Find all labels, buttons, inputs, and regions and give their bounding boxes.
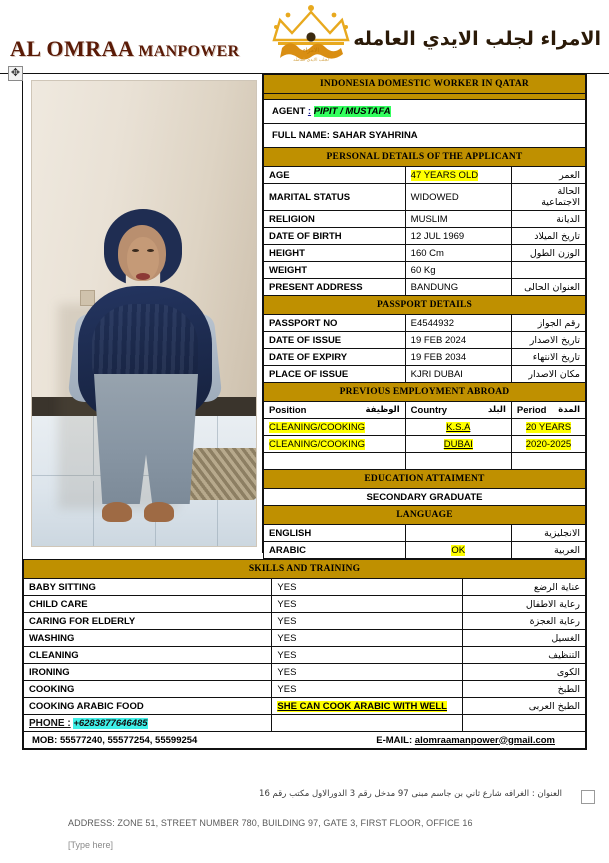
agent-row	[264, 100, 586, 124]
skill-arabic: عناية الرضع	[463, 579, 586, 596]
table-row	[264, 211, 586, 228]
row-arabic: الوزن الطول	[511, 245, 585, 262]
svg-text:الامراء: الامراء	[302, 47, 320, 54]
rule-right	[22, 73, 609, 74]
row-arabic: تاريخ الميلاد	[511, 228, 585, 245]
full-name: FULL NAME: SAHAR SYAHRINA	[264, 124, 586, 148]
row-value: MUSLIM	[405, 211, 511, 228]
table-row	[264, 542, 586, 559]
row-arabic: الحالة الاجتماعية	[511, 184, 585, 211]
table-row	[264, 525, 586, 542]
skill-value: YES	[272, 681, 463, 698]
row-value: WIDOWED	[405, 184, 511, 211]
cv-frame	[22, 74, 587, 750]
table-row	[264, 489, 586, 506]
row-label: PRESENT ADDRESS	[264, 279, 406, 296]
col-position: Position الوظيفة	[264, 402, 406, 419]
skill-arabic: رعاية الاطفال	[463, 596, 586, 613]
email-address[interactable]: alomraamanpower@gmail.com	[414, 734, 555, 746]
svg-text:لجلب الايدي العامله: لجلب الايدي العامله	[293, 58, 329, 63]
emp-period: 2020-2025	[511, 436, 585, 453]
col-period: Period المدة	[511, 402, 585, 419]
full-name-row	[264, 124, 586, 148]
table-row	[264, 279, 586, 296]
row-label: PASSPORT NO	[264, 315, 406, 332]
phone-cell	[24, 715, 272, 732]
education-value: SECONDARY GRADUATE	[264, 489, 586, 506]
skills-heading: SKILLS AND TRAINING	[24, 560, 586, 579]
skill-label: CLEANING	[24, 647, 272, 664]
row-label: DATE OF ISSUE	[264, 332, 406, 349]
row-value: 19 FEB 2034	[405, 349, 511, 366]
emp-position: CLEANING/COOKING	[264, 419, 406, 436]
applicant-photo-cell	[23, 74, 263, 553]
mobile-numbers: MOB: 55577240, 55577254, 55599254	[32, 734, 198, 746]
type-here-placeholder[interactable]: [Type here]	[68, 840, 114, 850]
row-label: HEIGHT	[264, 245, 406, 262]
skill-label: WASHING	[24, 630, 272, 647]
table-row	[24, 613, 586, 630]
table-row	[264, 349, 586, 366]
skill-arabic: الطبخ العربى	[463, 698, 586, 715]
row-label: PLACE OF ISSUE	[264, 366, 406, 383]
contact-row	[24, 732, 586, 749]
phone-value: +6283877646485	[73, 717, 148, 729]
skill-label: COOKING	[24, 681, 272, 698]
skill-value: YES	[272, 613, 463, 630]
row-arabic: العربية	[511, 542, 585, 559]
row-value: OK	[405, 542, 511, 559]
footer-address-arabic: العنوان : الغرافه شارع ثاني بن جاسم مبنى 97 مدخل رقم 3 الدورالاول مكتب رقم 16	[259, 789, 562, 799]
row-value: E4544932	[405, 315, 511, 332]
agent-colon: :	[307, 106, 312, 117]
footer-address-english: ADDRESS: ZONE 51, STREET NUMBER 780, BUILDING 97, GATE 3, FIRST FLOOR, OFFICE 16	[68, 818, 473, 828]
agent-label: AGENT	[272, 106, 306, 117]
email-block	[376, 735, 555, 746]
skill-label: CHILD CARE	[24, 596, 272, 613]
phone-blank-2	[463, 715, 586, 732]
company-name-arabic: الامراء لجلب الايدي العامله	[353, 28, 601, 50]
skill-label: BABY SITTING	[24, 579, 272, 596]
skill-value: SHE CAN COOK ARABIC WITH WELL	[272, 698, 463, 715]
skill-arabic: الكوى	[463, 664, 586, 681]
email-label: E-MAIL:	[376, 734, 413, 746]
passport-details-heading: PASSPORT DETAILS	[264, 296, 586, 315]
row-value: KJRI DUBAI	[405, 366, 511, 383]
row-value: 19 FEB 2024	[405, 332, 511, 349]
row-label: RELIGION	[264, 211, 406, 228]
table-row	[24, 647, 586, 664]
row-arabic: تاريخ الاصدار	[511, 332, 585, 349]
education-heading: EDUCATION ATTAIMENT	[264, 470, 586, 489]
applicant-photo	[31, 80, 257, 547]
row-value: 60 Kg	[405, 262, 511, 279]
row-arabic: العنوان الحالى	[511, 279, 585, 296]
emp-country: DUBAI	[405, 436, 511, 453]
row-arabic: تاريخ الانتهاء	[511, 349, 585, 366]
table-row	[24, 579, 586, 596]
table-move-handle-icon[interactable]: ✥	[8, 66, 23, 81]
company-name-english	[10, 36, 239, 62]
agent-cell	[264, 100, 586, 124]
emp-period: 20 YEARS	[511, 419, 585, 436]
row-arabic	[511, 262, 585, 279]
skill-value: YES	[272, 579, 463, 596]
table-resize-handle-icon[interactable]	[581, 790, 595, 804]
brand-main: AL OMRAA	[10, 36, 135, 61]
table-row	[264, 332, 586, 349]
skill-value: YES	[272, 647, 463, 664]
skill-arabic: رعاية العجزة	[463, 613, 586, 630]
row-arabic: رقم الجواز	[511, 315, 585, 332]
title-banner: INDONESIA DOMESTIC WORKER IN QATAR	[264, 75, 586, 94]
agent-value: PIPIT / MUSTAFA	[313, 106, 391, 117]
personal-details-heading: PERSONAL DETAILS OF THE APPLICANT	[264, 148, 586, 167]
skill-value: YES	[272, 630, 463, 647]
skill-label: CARING FOR ELDERLY	[24, 613, 272, 630]
skills-table	[23, 559, 586, 749]
row-label: WEIGHT	[264, 262, 406, 279]
table-row	[24, 630, 586, 647]
row-value: 160 Cm	[405, 245, 511, 262]
table-row	[264, 436, 586, 453]
table-row	[264, 245, 586, 262]
skill-label: IRONING	[24, 664, 272, 681]
skill-arabic: التنظيف	[463, 647, 586, 664]
employment-heading: PREVIOUS EMPLOYMENT ABROAD	[264, 383, 586, 402]
table-row	[264, 453, 586, 470]
row-label: MARITAL STATUS	[264, 184, 406, 211]
row-label: DATE OF BIRTH	[264, 228, 406, 245]
details-table	[263, 74, 586, 559]
row-label: ENGLISH	[264, 525, 406, 542]
language-heading: LANGUAGE	[264, 506, 586, 525]
details-column	[263, 74, 586, 559]
skill-value: YES	[272, 596, 463, 613]
table-row	[264, 315, 586, 332]
row-label: AGE	[264, 167, 406, 184]
emp-country: K.S.A	[405, 419, 511, 436]
table-row	[264, 262, 586, 279]
row-arabic: مكان الاصدار	[511, 366, 585, 383]
skill-arabic: الغسيل	[463, 630, 586, 647]
row-arabic: الانجليزية	[511, 525, 585, 542]
emp-period	[511, 453, 585, 470]
phone-row	[24, 715, 586, 732]
phone-blank-1	[272, 715, 463, 732]
table-row	[24, 698, 586, 715]
phone-label: PHONE :	[29, 717, 71, 729]
table-row	[24, 664, 586, 681]
row-value	[405, 525, 511, 542]
table-row	[264, 228, 586, 245]
table-row	[264, 184, 586, 211]
contact-cell	[24, 732, 586, 749]
row-value: 47 YEARS OLD	[405, 167, 511, 184]
emp-position	[264, 453, 406, 470]
col-country: Country البلد	[405, 402, 511, 419]
letterhead	[0, 0, 609, 70]
emp-country	[405, 453, 511, 470]
table-row	[264, 419, 586, 436]
row-arabic: العمر	[511, 167, 585, 184]
row-label: DATE OF EXPIRY	[264, 349, 406, 366]
row-value: 12 JUL 1969	[405, 228, 511, 245]
row-label: ARABIC	[264, 542, 406, 559]
employment-column-headers	[264, 402, 586, 419]
skill-arabic: الطبخ	[463, 681, 586, 698]
skill-value: YES	[272, 664, 463, 681]
row-value: BANDUNG	[405, 279, 511, 296]
table-row	[264, 167, 586, 184]
brand-sub: MANPOWER	[138, 43, 240, 60]
table-row	[24, 681, 586, 698]
skill-label: COOKING ARABIC FOOD	[24, 698, 272, 715]
table-row	[24, 596, 586, 613]
table-row	[264, 366, 586, 383]
emp-position: CLEANING/COOKING	[264, 436, 406, 453]
row-arabic: الديانة	[511, 211, 585, 228]
